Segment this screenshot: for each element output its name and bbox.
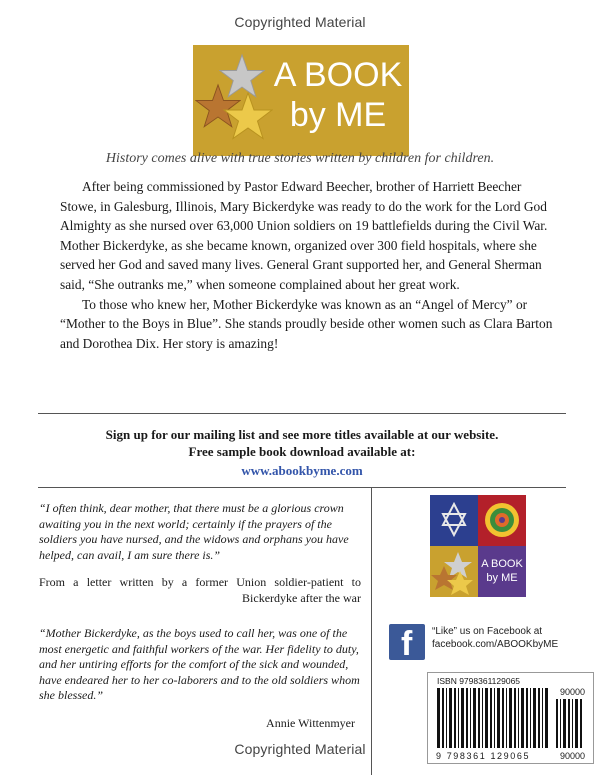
body-paragraph: After being commissioned by Pastor Edward Beecher, brother of Harriett Beecher Stowe, in Galesburg, Illinois, Mary Bickerdyke was ready to do the work for the Lord God Almighty as she nursed over 63,000 Union soldiers on 19 battlefields during the Civil War. Mother Bickerdyke, as she became known, organized over 300 field hospitals, where she served her God and saved many lives. General Grant supported her, and General Sherman said, “She outranks me,” when someone complained about her great work. — [60, 179, 548, 292]
website-link[interactable]: www.abookbyme.com — [241, 463, 363, 478]
logo-line-1: A BOOK — [273, 56, 403, 94]
stars-icon — [430, 546, 478, 597]
price-code: 90000 — [559, 687, 585, 697]
facebook-icon[interactable]: f — [389, 624, 425, 660]
facebook-line-1: “Like” us on Facebook at — [432, 626, 543, 637]
isbn-label: ISBN 9798361129065 — [437, 676, 521, 686]
quote-text: “Mother Bickerdyke, as the boys used to call her, was one of the most energetic and faithful workers of the war. Her fidelity to duty, and her untiring efforts for the comfort of the sick and wounded, have endeared her to her co-laborers and to the old soldiers whom she blessed.” — [39, 626, 360, 703]
signup-line-2: Free sample book download available at: — [188, 444, 416, 459]
quote-block-2 — [39, 626, 361, 732]
divider — [38, 413, 566, 414]
tagline: History comes alive with true stories written by children for children. — [105, 151, 495, 166]
grid-cell-purple — [478, 546, 526, 597]
star-of-david-icon — [430, 495, 478, 546]
logo-line-2: by ME — [289, 96, 387, 134]
body-paragraph: To those who knew her, Mother Bickerdyke was known as an “Angel of Mercy” or “Mother to the Boys in Blue”. She stands proudly beside other women such as Clara Barton and Dorothea Dix. Her story is amazing! — [60, 296, 553, 351]
signup-line-1: Sign up for our mailing list and see more titles available at our website. — [105, 427, 499, 442]
copyright-watermark-top: Copyrighted Material — [234, 14, 366, 30]
facebook-text — [432, 625, 558, 651]
copyright-watermark-bottom: Copyrighted Material — [234, 741, 366, 757]
barcode-bars — [437, 688, 549, 748]
quote-attribution: From a letter written by a former Union soldier-patient to Bickerdyke after the war — [39, 575, 361, 605]
hands-circle-icon — [478, 495, 526, 546]
grid-cell-red — [478, 495, 526, 546]
a-book-by-me-logo — [193, 45, 409, 156]
divider — [38, 487, 566, 488]
grid-cell-blue — [430, 495, 478, 546]
gold-star-icon — [223, 91, 273, 141]
quote-attribution: Annie Wittenmyer — [266, 715, 355, 730]
logo-text — [271, 55, 405, 135]
publisher-grid-logo — [430, 495, 526, 597]
price-digits: 90000 — [559, 751, 585, 761]
grid-cell-gold — [430, 546, 478, 597]
facebook-line-2: facebook.com/ABOOKbyME — [432, 639, 559, 650]
grid-logo-line-1: A BOOK — [481, 558, 523, 570]
grid-logo-line-2: by ME — [486, 572, 518, 584]
quote-text: “I often think, dear mother, that there must be a glorious crown awaiting you in the next world; certainly if the prayers of the soldiers you have nursed, and the widows and orphans you have helped, can avail, I am sure there is.” — [39, 501, 349, 562]
quote-block-1 — [39, 501, 361, 607]
isbn-digits: 9 798361 129065 — [436, 751, 531, 761]
body-text — [60, 177, 558, 353]
vertical-divider — [371, 487, 372, 775]
signup-block — [38, 426, 566, 479]
